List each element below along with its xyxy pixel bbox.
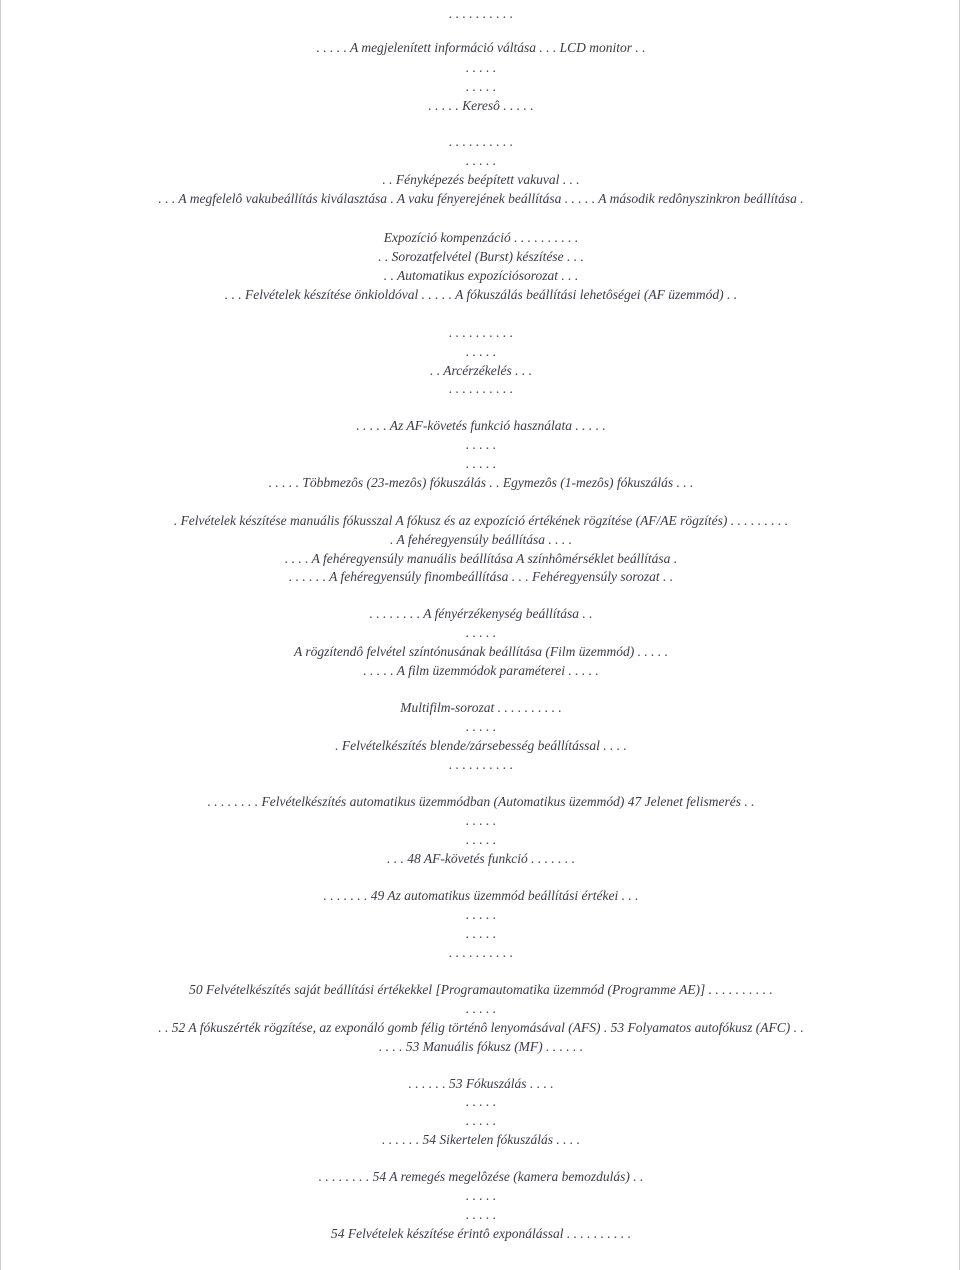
toc-line: . Felvételkészítés blende/zársebesség beállítással . . . . [335,738,627,753]
toc-line: . . . . . . . . 54 A remegés megelôzése (kamera bemozdulás) . . [318,1169,644,1184]
toc-line: . . . . . [465,813,497,828]
toc-line: . . 52 A fókuszérték rögzítése, az exponáló gomb félig történô lenyomásával (AFS) . 53 Folyamatos autofókusz (AFC) . . [158,1020,804,1035]
toc-line: Expozíció kompenzáció . . . . . . . . . . [383,230,579,245]
toc-line: . . . . 53 Manuális fókusz (MF) . . . . . . [378,1039,584,1054]
toc-line: Multifilm-sorozat . . . . . . . . . . [400,700,562,715]
toc-line: . Felvételek készítése manuális fókusszal A fókusz és az expozíció értékének rögzítése (AF/AE rögzítés) . . . . . . . . . [173,513,789,528]
toc-line: . . . . . [465,1207,497,1222]
toc-line: . . . . . . . . A fényérzékenység beállítása . . [369,606,593,621]
toc-line: . . . . . [465,1188,497,1203]
toc-line: . . . . . [465,153,497,168]
toc-line: . . . . . [465,926,497,941]
toc-line: . . . . . A megjelenített információ váltása . . . LCD monitor . . [316,40,646,55]
toc-line: 50 Felvételkészítés saját beállítási értékekkel [Programautomatika üzemmód (Programme AE)] . . . . . . . . . . [189,982,773,997]
toc-line: . . . . . [465,1113,497,1128]
toc-line: . . . . . . . . . . [448,757,514,772]
toc-line: A rögzítendô felvétel színtónusának beállítása (Film üzemmód) . . . . . [294,644,668,659]
toc-line: . . . . . . 53 Fókuszálás . . . . [408,1076,554,1091]
toc-line: . . . . . . . . . . [448,945,514,960]
toc-line: . . . 48 AF-követés funkció . . . . . . . [387,851,575,866]
toc-line: . . . . . . 54 Sikertelen fókuszálás . . . . [382,1132,580,1147]
toc-line: . . . . . [465,1094,497,1109]
toc-line: . A fehéregyensúly beállítása . . . . [390,532,572,547]
toc-line: . . . . . [465,907,497,922]
toc-line: . . . . . . . . Felvételkészítés automatikus üzemmódban (Automatikus üzemmód) 47 Jelenet felismerés . . [207,794,755,809]
toc-line: . . . . . [465,1001,497,1016]
toc-line: . . . A megfelelô vakubeállítás kiválasztása . A vaku fényerejének beállítása . . . . . A második redônyszinkron beállítása . [158,191,804,206]
toc-line: . . Sorozatfelvétel (Burst) készítése . . . [378,249,584,264]
toc-line: . . . . A fehéregyensúly manuális beállítása A színhômérséklet beállítása . [284,551,678,566]
toc-line: . . Automatikus expozíciósorozat . . . [383,268,579,283]
toc-line: . . . . . . . 49 Az automatikus üzemmód beállítási értékei . . . [323,888,639,903]
toc-line: . . . . . Keresô . . . . . [428,98,534,113]
toc-line: . . Fényképezés beépített vakuval . . . [382,172,580,187]
toc-line: . . . . . . . . . . [448,325,514,340]
toc-line: . . . . . . A fehéregyensúly finombeállítása . . . Fehéregyensúly sorozat . . [288,569,674,584]
toc-line: 54 Felvételek készítése érintô exponálással . . . . . . . . . . [331,1226,631,1241]
toc-line: . . . . . Az AF-követés funkció használata . . . . . [356,418,606,433]
toc-line: . . . . . [465,719,497,734]
toc-line: . . . . . [465,60,497,75]
toc-line: . . . . . [465,437,497,452]
toc-line: . . . . . [465,344,497,359]
toc-line: . . . . . [465,625,497,640]
toc-line: . . . . . A film üzemmódok paraméterei . . . . . [363,663,599,678]
toc-line: . . . . . [465,79,497,94]
toc-line: . . . . . Többmezôs (23-mezôs) fókuszálás . . Egymezôs (1-mezôs) fókuszálás . . . [268,475,694,490]
toc-line: . . . . . . . . . . [448,6,514,21]
toc-line: . . . Felvételek készítése önkioldóval . . . . . A fókuszálás beállítási lehetôségei (AF üzemmód) . . [224,287,738,302]
toc-line: . . . . . . . . . . [448,381,514,396]
toc-line: . . . . . [465,456,497,471]
toc-line: . . Arcérzékelés . . . [430,363,532,378]
toc-line: . . . . . . . . . . [448,134,514,149]
toc-line: . . . . . [465,832,497,847]
